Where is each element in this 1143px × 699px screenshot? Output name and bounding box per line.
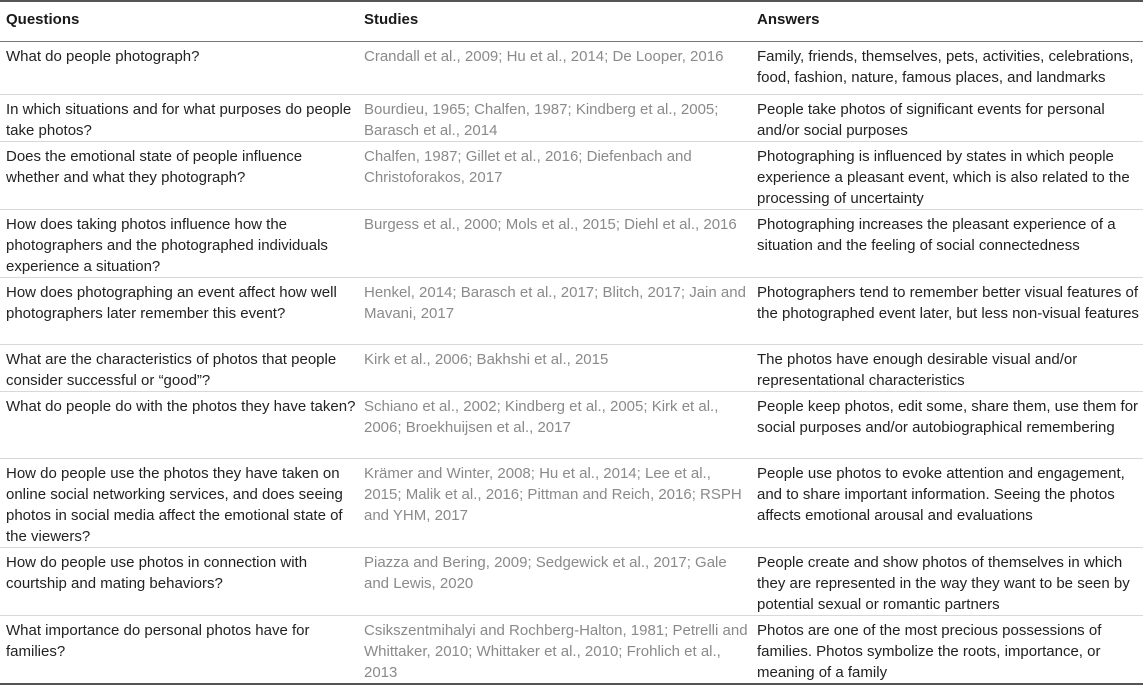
answer-cell: Family, friends, themselves, pets, activities, celebrations, food, fashion, nature, famous places, and landmarks [753, 41, 1143, 94]
header-questions: Questions [0, 1, 360, 41]
studies-cell: Chalfen, 1987; Gillet et al., 2016; Diefenbach and Christoforakos, 2017 [360, 141, 753, 209]
question-cell: How does photographing an event affect how well photographers later remember this event? [0, 277, 360, 344]
question-cell: What are the characteristics of photos that people consider successful or “good”? [0, 344, 360, 391]
answer-cell: Photographing increases the pleasant experience of a situation and the feeling of social connectedness [753, 209, 1143, 277]
answer-cell: The photos have enough desirable visual and/or representational characteristics [753, 344, 1143, 391]
answer-cell: Photos are one of the most precious possessions of families. Photos symbolize the roots, importance, or meaning of a family [753, 615, 1143, 684]
table-row [0, 277, 1143, 344]
table-row [0, 141, 1143, 209]
table-row [0, 344, 1143, 391]
table-row [0, 547, 1143, 615]
studies-cell: Burgess et al., 2000; Mols et al., 2015; Diehl et al., 2016 [360, 209, 753, 277]
question-cell: How do people use photos in connection with courtship and mating behaviors? [0, 547, 360, 615]
table-body [0, 41, 1143, 684]
answer-cell: People take photos of significant events for personal and/or social purposes [753, 94, 1143, 141]
answer-cell: People create and show photos of themselves in which they are represented in the way they want to be seen by potential sexual or romantic partners [753, 547, 1143, 615]
answer-cell: Photographers tend to remember better visual features of the photographed event later, but less non-visual features [753, 277, 1143, 344]
table-row [0, 615, 1143, 684]
question-cell: What importance do personal photos have for families? [0, 615, 360, 684]
answer-cell: People use photos to evoke attention and engagement, and to share important information. Seeing the photos affects emotional arousal and evaluations [753, 458, 1143, 547]
studies-cell: Piazza and Bering, 2009; Sedgewick et al., 2017; Gale and Lewis, 2020 [360, 547, 753, 615]
studies-cell: Kirk et al., 2006; Bakhshi et al., 2015 [360, 344, 753, 391]
table-row [0, 209, 1143, 277]
question-cell: Does the emotional state of people influence whether and what they photograph? [0, 141, 360, 209]
studies-cell: Krämer and Winter, 2008; Hu et al., 2014; Lee et al., 2015; Malik et al., 2016; Pittman and Reich, 2016; RSPH and YHM, 2017 [360, 458, 753, 547]
answer-cell: Photographing is influenced by states in which people experience a pleasant event, which is also related to the processing of uncertainty [753, 141, 1143, 209]
header-row [0, 1, 1143, 41]
question-cell: How does taking photos influence how the photographers and the photographed individuals experience a situation? [0, 209, 360, 277]
question-cell: What do people do with the photos they have taken? [0, 391, 360, 458]
header-answers: Answers [753, 1, 1143, 41]
table-header [0, 1, 1143, 41]
table-row [0, 391, 1143, 458]
table-row [0, 41, 1143, 94]
studies-cell: Csikszentmihalyi and Rochberg-Halton, 1981; Petrelli and Whittaker, 2010; Whittaker et al., 2010; Frohlich et al., 2013 [360, 615, 753, 684]
header-studies: Studies [360, 1, 753, 41]
table-row [0, 94, 1143, 141]
studies-cell: Crandall et al., 2009; Hu et al., 2014; De Looper, 2016 [360, 41, 753, 94]
table-row [0, 458, 1143, 547]
studies-cell: Henkel, 2014; Barasch et al., 2017; Blitch, 2017; Jain and Mavani, 2017 [360, 277, 753, 344]
question-cell: In which situations and for what purposes do people take photos? [0, 94, 360, 141]
question-cell: What do people photograph? [0, 41, 360, 94]
question-cell: How do people use the photos they have taken on online social networking services, and does seeing photos in social media affect the emotional state of the viewers? [0, 458, 360, 547]
studies-cell: Schiano et al., 2002; Kindberg et al., 2005; Kirk et al., 2006; Broekhuijsen et al., 2017 [360, 391, 753, 458]
answer-cell: People keep photos, edit some, share them, use them for social purposes and/or autobiographical remembering [753, 391, 1143, 458]
studies-cell: Bourdieu, 1965; Chalfen, 1987; Kindberg et al., 2005; Barasch et al., 2014 [360, 94, 753, 141]
